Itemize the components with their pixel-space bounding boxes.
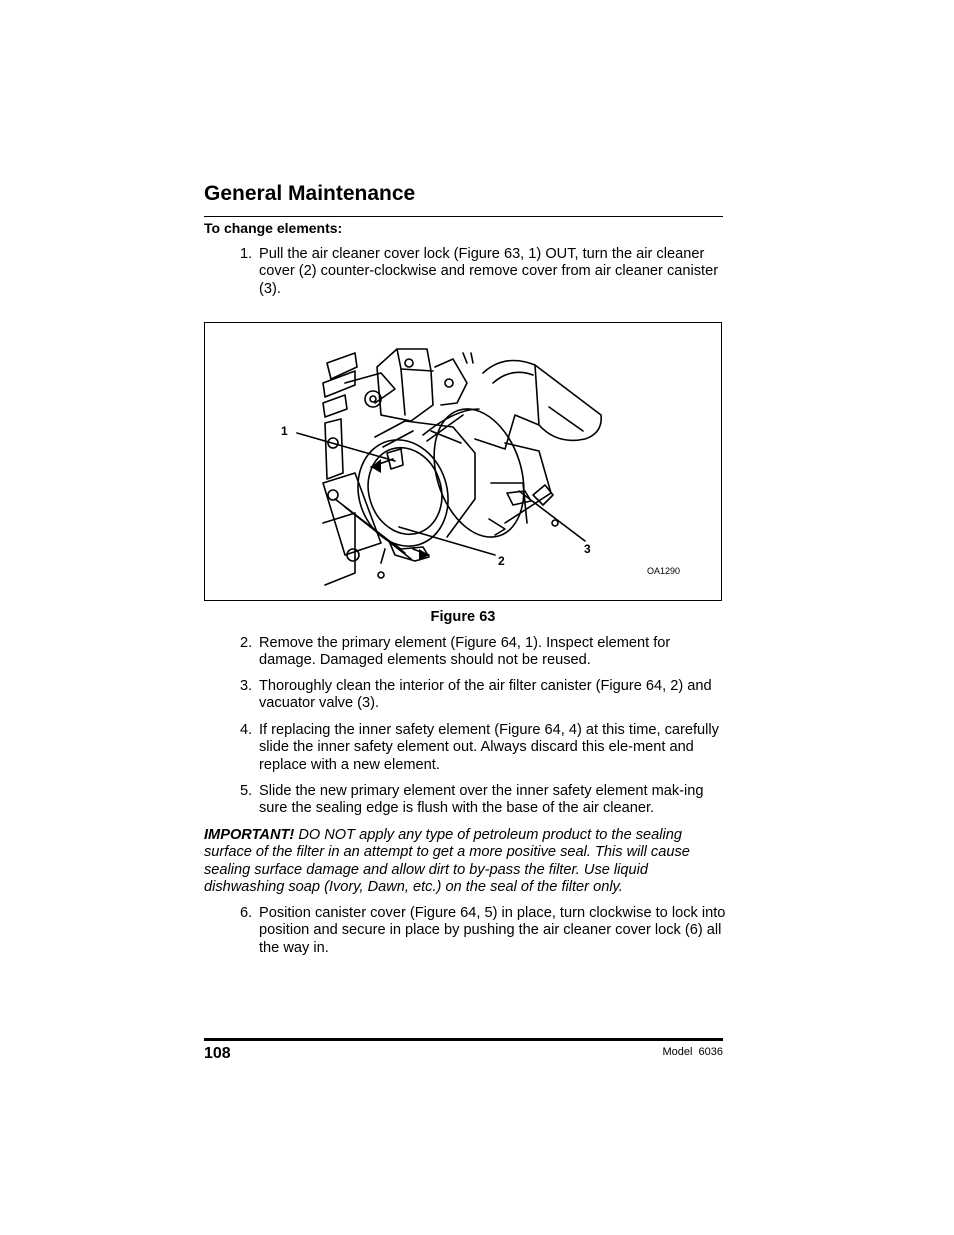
step-4 (240, 722, 726, 774)
step-text: Thoroughly clean the interior of the air filter canister (Figure 64, 2) and vacuator valve (3). (259, 678, 712, 712)
page-number: 108 (204, 1045, 231, 1062)
step-text: Remove the primary element (Figure 64, 1). Inspect element for damage. Damaged elements should not be reused. (259, 635, 671, 669)
step-3 (240, 678, 726, 713)
step-text: Slide the new primary element over the inner safety element mak-ing sure the sealing edge is flush with the base of the air cleaner. (259, 783, 704, 817)
step-number: 4. (240, 722, 253, 738)
figure-code: OA1290 (647, 566, 681, 576)
callout-3: 3 (584, 542, 591, 556)
step-number: 1. (240, 246, 253, 262)
step-text: If replacing the inner safety element (Figure 64, 4) at this time, carefully slide the inner safety element out. Always discard this ele-ment and replace with a new element. (259, 722, 719, 773)
important-text: DO NOT apply any type of petroleum product to the sealing surface of the filter in an attempt to get a more positive seal. This will cause sealing surface damage and allow dirt to by-pass the filter. Use liquid dishwashing soap (Ivory, Dawn, etc.) on the seal of the filter only. (204, 827, 690, 895)
step-1 (240, 246, 726, 298)
figure-caption: Figure 63 (430, 609, 496, 625)
step-2 (240, 635, 726, 670)
step-6 (240, 905, 726, 957)
step-text: Pull the air cleaner cover lock (Figure 63, 1) OUT, turn the air cleaner cover (2) counter-clockwise and remove cover from air cleaner canister (3). (259, 246, 719, 297)
step-number: 6. (240, 905, 253, 921)
callout-1: 1 (281, 424, 288, 438)
step-5 (240, 783, 726, 818)
procedure-subheading: To change elements: (204, 220, 343, 236)
important-label: IMPORTANT! (204, 827, 295, 843)
step-number: 5. (240, 783, 253, 799)
air-cleaner-illustration (205, 323, 723, 602)
step-text: Position canister cover (Figure 64, 5) in place, turn clockwise to lock into position and secure in place by pushing the air cleaner cover lock (6) all the way in. (259, 905, 726, 956)
section-title: General Maintenance (204, 182, 416, 205)
callout-2: 2 (498, 554, 505, 568)
title-divider (204, 216, 723, 217)
footer-divider (204, 1038, 723, 1041)
figure-63 (204, 322, 722, 601)
important-notice (204, 827, 726, 896)
step-number: 3. (240, 678, 253, 694)
model-label: Model 6036 (662, 1046, 723, 1058)
step-number: 2. (240, 635, 253, 651)
